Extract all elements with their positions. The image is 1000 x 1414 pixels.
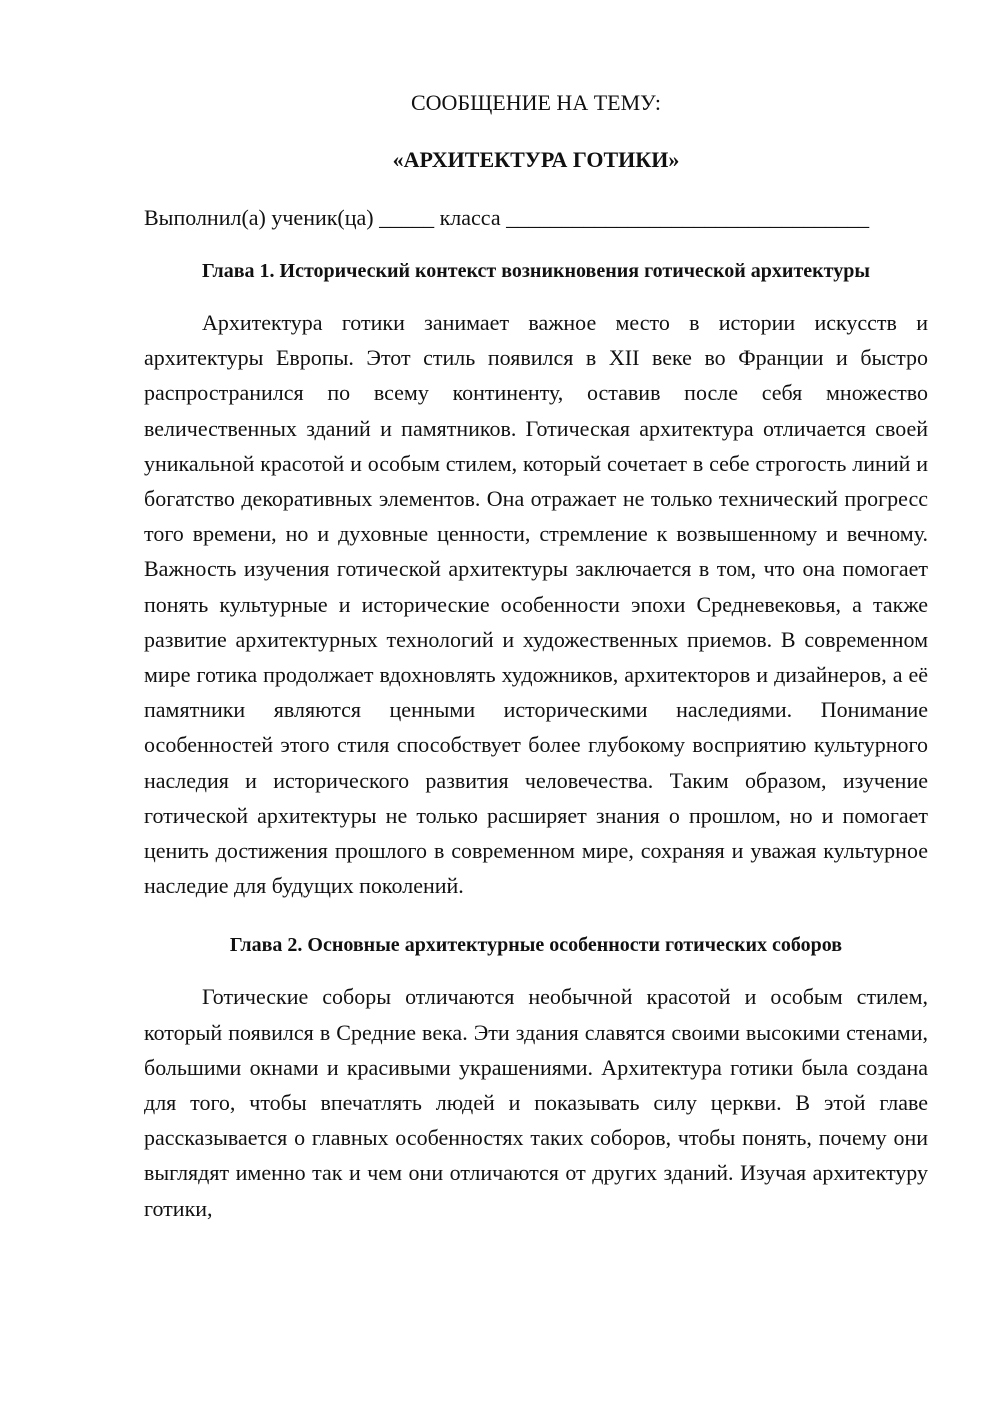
chapter-1-paragraph: Архитектура готики занимает важное место в истории искусств и архитектуры Европы. Этот стиль появился в XII веке во Франции и быстро распространился по всему континенту, оставив после себя множество величественных зданий и памятников. Готическая архитектура отличается своей уникальной красотой и особым стилем, который сочетает в себе строгость линий и богатство декоративных элементов. Она отражает не только технический прогресс того времени, но и духовные ценности, стремление к возвышенному и вечному. Важность изучения готической архитектуры заключается в том, что она помогает понять культурные и исторические особенности эпохи Средневековья, а также развитие архитектурных технологий и художественных приемов. В современном мире готика продолжает вдохновлять художников, архитекторов и дизайнеров, а её памятники являются ценными историческими наследиями. Понимание особенностей этого стиля способствует более глубокому восприятию культурного наследия и исторического развития человечества. Таким образом, изучение готической архитектуры не только расширяет знания о прошлом, но и помогает ценить достижения прошлого в современном мире, сохраняя и уважая культурное наследие для будущих поколений. <box>144 310 928 899</box>
document-title-line-1: СООБЩЕНИЕ НА ТЕМУ: <box>411 90 661 115</box>
author-byline: Выполнил(а) ученик(ца) _____ класса _________________________________ <box>144 205 870 230</box>
document-page <box>144 88 928 1226</box>
document-title: «АРХИТЕКТУРА ГОТИКИ» <box>392 147 680 172</box>
chapter-2-heading: Глава 2. Основные архитектурные особенности готических соборов <box>229 934 843 957</box>
chapter-1-heading: Глава 1. Исторический контекст возникновения готической архитектуры <box>202 260 870 282</box>
chapter-2-paragraph: Готические соборы отличаются необычной красотой и особым стилем, который появился в Средние века. Эти здания славятся своими высокими стенами, большими окнами и красивыми украшениями. Архитектура готики была создана для того, чтобы впечатлять людей и показывать силу церкви. В этой главе рассказывается о главных особенностях таких соборов, чтобы понять, почему они выглядят именно так и чем они отличаются от других зданий. Изучая архитектуру готики, <box>144 984 928 1221</box>
